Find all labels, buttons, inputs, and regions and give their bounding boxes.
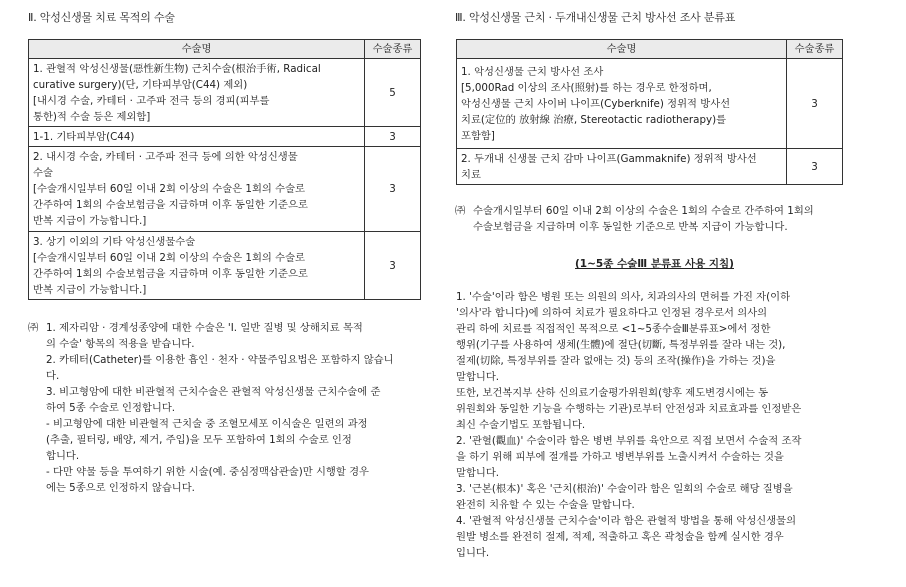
surgery-kind-cell: 5 <box>365 59 421 127</box>
cell-line: 간주하여 1회의 수술보험금을 지급하며 이후 동일한 기준으로 <box>33 199 308 211</box>
guide-line: 완전히 치유할 수 있는 수술을 말합니다. <box>456 499 635 511</box>
note-line: 수술개시일부터 60일 이내 2회 이상의 수술은 1회의 수술로 간주하여 1회의 <box>473 205 814 217</box>
left-surgery-table <box>28 39 421 300</box>
header-surgery-name: 수술명 <box>29 40 365 59</box>
right-radiation-table <box>456 39 843 185</box>
header-surgery-name: 수술명 <box>457 40 787 59</box>
note-line: 2. 카테터(Catheter)를 이용한 흡인 · 천자 · 약물주입요법은 포함하지 않습니 <box>46 354 394 366</box>
surgery-kind-cell: 3 <box>787 149 843 185</box>
left-section-heading: Ⅱ. 악성신생물 치료 목적의 수술 <box>28 11 175 24</box>
cell-line: 3. 상기 이외의 기타 악성신생물수술 <box>33 235 196 248</box>
guide-line: 입니다. <box>456 547 490 559</box>
cell-line: 2. 두개내 신생물 근치 감마 나이프(Gammaknife) 정위적 방사선 <box>461 152 757 165</box>
cell-line: 1-1. 기타피부암(C44) <box>33 130 135 143</box>
note-mark: ㈜ <box>455 205 466 217</box>
guide-line: 을 하기 위해 피부에 절개를 가하고 병변부위를 노출시켜서 수술하는 것을 <box>456 451 784 463</box>
guide-line: 또한, 보건복지부 산하 신의료기술평가위원회(향후 제도변경시에는 동 <box>456 387 769 399</box>
guide-line: 원발 병소를 완전히 절제, 적제, 적출하고 혹은 곽청술을 함께 실시한 경우 <box>456 531 784 543</box>
table-row <box>29 147 421 232</box>
cell-line: 치료 <box>461 168 481 181</box>
guide-line: 2. '관혈(觀血)' 수술이라 함은 병변 부위를 육안으로 직접 보면서 수술적 조작 <box>456 435 802 447</box>
surgery-name-cell <box>29 232 365 300</box>
cell-line: 반복 지급이 가능합니다.] <box>33 283 147 296</box>
guide-line: 최신 수술기법도 포함됩니다. <box>456 419 586 431</box>
guide-title: (1~5종 수술Ⅲ 분류표 사용 지침) <box>575 258 734 270</box>
note-mark: ㈜ <box>28 322 39 334</box>
guide-line: 절제(切除, 특정부위를 잘라 없애는 것) 등의 조작(操作)을 가하는 것)을 <box>456 355 776 367</box>
surgery-kind-cell: 3 <box>365 147 421 232</box>
cell-line: 포함함] <box>461 129 495 142</box>
guide-list <box>456 289 876 561</box>
cell-line: 통한)적 수술 등은 제외함] <box>33 110 151 123</box>
header-surgery-kind: 수술종류 <box>787 40 843 59</box>
surgery-name-cell <box>29 59 365 127</box>
cell-line: [수술개시일부터 60일 이내 2회 이상의 수술은 1회의 수술로 <box>33 183 305 195</box>
table-header-row <box>29 40 421 59</box>
note-line: 1. 제자리암 · 경계성종양에 대한 수술은 'Ⅰ. 일반 질병 및 상해치료 목적 <box>46 322 363 334</box>
cell-line: [5,000Rad 이상의 조사(照射)를 하는 경우로 한정하며, <box>461 81 712 94</box>
guide-line: 행위(기구를 사용하여 생체(生體)에 절단(切斷, 특정부위를 잘라 내는 것), <box>456 339 786 351</box>
cell-line: 1. 관혈적 악성신생물(惡性新生物) 근치수술(根治手術, Radical <box>33 62 321 75</box>
note-line: 수술보험금을 지급하며 이후 동일한 기준으로 반복 지급이 가능합니다. <box>473 221 788 233</box>
table-header-row <box>457 40 843 59</box>
table-row <box>29 127 421 147</box>
guide-line: 위원회와 동일한 기능을 수행하는 기관)로부터 안전성과 치료효과를 인정받은 <box>456 403 802 415</box>
surgery-kind-cell: 3 <box>365 232 421 300</box>
cell-line: 반복 지급이 가능합니다.] <box>33 215 147 227</box>
surgery-name-cell <box>457 59 787 149</box>
guide-line: '의사'라 합니다)에 의하여 치료가 필요하다고 인정된 경우로서 의사의 <box>456 307 768 319</box>
surgery-name-cell <box>29 127 365 147</box>
table-row <box>457 59 843 149</box>
note-line: - 비고형암에 대한 비관혈적 근치술 중 조혈모세포 이식술은 일련의 과정 <box>46 418 368 430</box>
surgery-name-cell <box>457 149 787 185</box>
left-notes <box>28 320 448 496</box>
surgery-kind-cell: 3 <box>365 127 421 147</box>
cell-line: [내시경 수술, 카테터 · 고주파 전극 등의 경피(피부를 <box>33 94 270 107</box>
cell-line: 간주하여 1회의 수술보험금을 지급하며 이후 동일한 기준으로 <box>33 267 308 280</box>
note-line: (추출, 필터링, 배양, 제거, 주입)을 모두 포함하여 1회의 수술로 인정 <box>46 434 352 446</box>
right-note <box>455 203 875 235</box>
cell-line: 2. 내시경 수술, 카테터 · 고주파 전극 등에 의한 악성신생물 <box>33 151 298 163</box>
note-line: 에는 5종으로 인정하지 않습니다. <box>46 482 195 494</box>
table-row <box>29 232 421 300</box>
guide-line: 관리 하에 치료를 직접적인 목적으로 <1~5종수술Ⅲ분류표>에서 정한 <box>456 323 771 335</box>
cell-line: curative surgery)(단, 기타피부암(C44) 제외) <box>33 78 248 91</box>
guide-line: 말합니다. <box>456 467 500 479</box>
surgery-kind-cell: 3 <box>787 59 843 149</box>
table-row <box>457 149 843 185</box>
guide-line: 3. '근본(根本)' 혹은 '근치(根治)' 수술이라 함은 일회의 수술로 해당 질병을 <box>456 483 793 495</box>
cell-line: 1. 악성신생물 근치 방사선 조사 <box>461 65 604 78</box>
note-line: 의 수술' 항목의 적용을 받습니다. <box>46 338 195 350</box>
note-line: 하여 5종 수술로 인정합니다. <box>46 402 176 414</box>
note-line: 합니다. <box>46 450 80 462</box>
guide-line: 1. '수술'이라 함은 병원 또는 의원의 의사, 치과의사의 면허를 가진 자(이하 <box>456 291 791 303</box>
surgery-name-cell <box>29 147 365 232</box>
guide-line: 말합니다. <box>456 371 500 383</box>
cell-line: [수술개시일부터 60일 이내 2회 이상의 수술은 1회의 수술로 <box>33 251 305 264</box>
note-line: 3. 비고형암에 대한 비관혈적 근치수술은 관혈적 악성신생물 근치수술에 준 <box>46 386 381 398</box>
cell-line: 치료(定位的 放射線 治療, Stereotactic radiotherapy)를 <box>461 113 727 126</box>
note-line: 다. <box>46 370 60 382</box>
cell-line: 악성신생물 근치 사이버 나이프(Cyberknife) 정위적 방사선 <box>461 97 731 110</box>
guide-line: 4. '관혈적 악성신생물 근치수술'이라 함은 관혈적 방법을 통해 악성신생물의 <box>456 515 797 527</box>
cell-line: 수술 <box>33 167 53 179</box>
table-row <box>29 59 421 127</box>
right-section-heading: Ⅲ. 악성신생물 근치 · 두개내신생물 근치 방사선 조사 분류표 <box>455 11 736 24</box>
note-line: - 다만 약물 등을 투여하기 위한 시술(예. 중심정맥삽관술)만 시행할 경우 <box>46 466 369 478</box>
header-surgery-kind: 수술종류 <box>365 40 421 59</box>
